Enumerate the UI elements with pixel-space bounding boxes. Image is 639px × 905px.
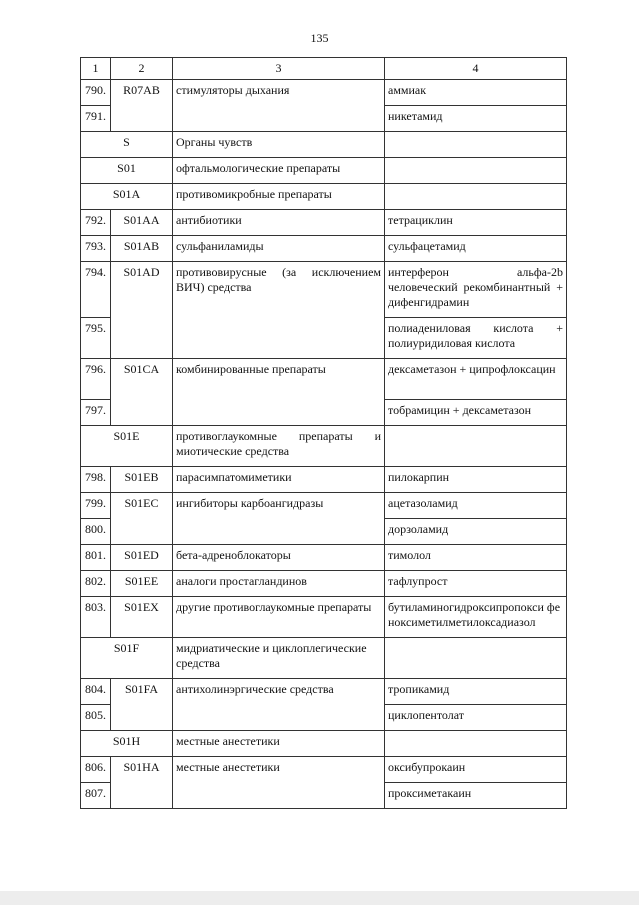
row-number: 798. (81, 467, 111, 493)
table-row (81, 493, 567, 519)
atc-code: S01EE (111, 571, 173, 597)
drug-name: проксиметакаин (385, 783, 567, 809)
empty-cell (385, 426, 567, 467)
row-number: 795. (81, 318, 111, 359)
atc-code: R07AB (111, 80, 173, 132)
atc-code: S01AA (111, 210, 173, 236)
table-row (81, 597, 567, 638)
empty-cell (385, 731, 567, 757)
section-code: S01F (81, 638, 173, 679)
section-row (81, 426, 567, 467)
table-row (81, 467, 567, 493)
row-number: 793. (81, 236, 111, 262)
empty-cell (385, 132, 567, 158)
atc-code: S01HA (111, 757, 173, 809)
section-row (81, 638, 567, 679)
group-name: парасимпатомиметики (173, 467, 385, 493)
section-code: S01E (81, 426, 173, 467)
row-number: 800. (81, 519, 111, 545)
drug-name: тетрациклин (385, 210, 567, 236)
row-number: 807. (81, 783, 111, 809)
drug-name: дорзоламид (385, 519, 567, 545)
column-header: 1 (81, 58, 111, 80)
group-name: противовирусные (за исключением ВИЧ) средства (173, 262, 385, 359)
drug-name: пилокарпин (385, 467, 567, 493)
row-number: 803. (81, 597, 111, 638)
table-row (81, 359, 567, 400)
section-name: Органы чувств (173, 132, 385, 158)
drug-name: тимолол (385, 545, 567, 571)
empty-cell (385, 184, 567, 210)
section-row (81, 158, 567, 184)
group-name: антибиотики (173, 210, 385, 236)
row-number: 806. (81, 757, 111, 783)
drug-name: ацетазоламид (385, 493, 567, 519)
table-row (81, 262, 567, 318)
table-row (81, 80, 567, 106)
empty-cell (385, 158, 567, 184)
drug-name: оксибупрокаин (385, 757, 567, 783)
row-number: 799. (81, 493, 111, 519)
row-number: 805. (81, 705, 111, 731)
group-name: другие противоглаукомные препараты (173, 597, 385, 638)
row-number: 791. (81, 106, 111, 132)
section-row (81, 731, 567, 757)
section-code: S01H (81, 731, 173, 757)
section-row (81, 184, 567, 210)
section-name: мидриатические и циклоплегические средства (173, 638, 385, 679)
group-name: антихолинэргические средства (173, 679, 385, 731)
row-number: 802. (81, 571, 111, 597)
group-name: сульфаниламиды (173, 236, 385, 262)
table-row (81, 757, 567, 783)
drug-name: никетамид (385, 106, 567, 132)
group-name: бета-адреноблокаторы (173, 545, 385, 571)
page-number: 135 (310, 31, 329, 45)
section-code: S01A (81, 184, 173, 210)
atc-code: S01AB (111, 236, 173, 262)
drug-name: тафлупрост (385, 571, 567, 597)
row-number: 790. (81, 80, 111, 106)
table-row (81, 679, 567, 705)
drug-name: сульфацетамид (385, 236, 567, 262)
group-name: местные анестетики (173, 757, 385, 809)
drug-name: полиадениловая кислота + полиуридиловая кислота (385, 318, 567, 359)
atc-code: S01EX (111, 597, 173, 638)
section-name: противомикробные препараты (173, 184, 385, 210)
table-row (81, 571, 567, 597)
empty-cell (385, 638, 567, 679)
section-name: местные анестетики (173, 731, 385, 757)
drug-name: тропикамид (385, 679, 567, 705)
drug-name: циклопентолат (385, 705, 567, 731)
drug-name: интерферон альфа-2b человеческий рекомбинантный + дифенгидрамин (385, 262, 567, 318)
section-name: противоглаукомные препараты и миотические средства (173, 426, 385, 467)
atc-code: S01ED (111, 545, 173, 571)
section-row (81, 132, 567, 158)
table-header-row (81, 58, 567, 80)
row-number: 804. (81, 679, 111, 705)
drug-name: дексаметазон + ципрофлоксацин (385, 359, 567, 400)
drug-name: аммиак (385, 80, 567, 106)
group-name: аналоги простагландинов (173, 571, 385, 597)
atc-code: S01FA (111, 679, 173, 731)
group-name: ингибиторы карбоангидразы (173, 493, 385, 545)
column-header: 3 (173, 58, 385, 80)
atc-code: S01EB (111, 467, 173, 493)
table-row (81, 210, 567, 236)
table-row (81, 545, 567, 571)
atc-code: S01AD (111, 262, 173, 359)
group-name: комбинированные препараты (173, 359, 385, 426)
row-number: 796. (81, 359, 111, 400)
row-number: 792. (81, 210, 111, 236)
drug-name: бутиламиногидроксипропокси феноксиметилметилоксадиазол (385, 597, 567, 638)
row-number: 801. (81, 545, 111, 571)
atc-code: S01EC (111, 493, 173, 545)
bottom-scroll-strip (0, 891, 639, 905)
drug-name: тобрамицин + дексаметазон (385, 400, 567, 426)
section-code: S (81, 132, 173, 158)
row-number: 794. (81, 262, 111, 318)
atc-code: S01CA (111, 359, 173, 426)
table-row (81, 236, 567, 262)
section-name: офтальмологические препараты (173, 158, 385, 184)
group-name: стимуляторы дыхания (173, 80, 385, 132)
section-code: S01 (81, 158, 173, 184)
row-number: 797. (81, 400, 111, 426)
drug-table (80, 57, 567, 809)
column-header: 4 (385, 58, 567, 80)
column-header: 2 (111, 58, 173, 80)
